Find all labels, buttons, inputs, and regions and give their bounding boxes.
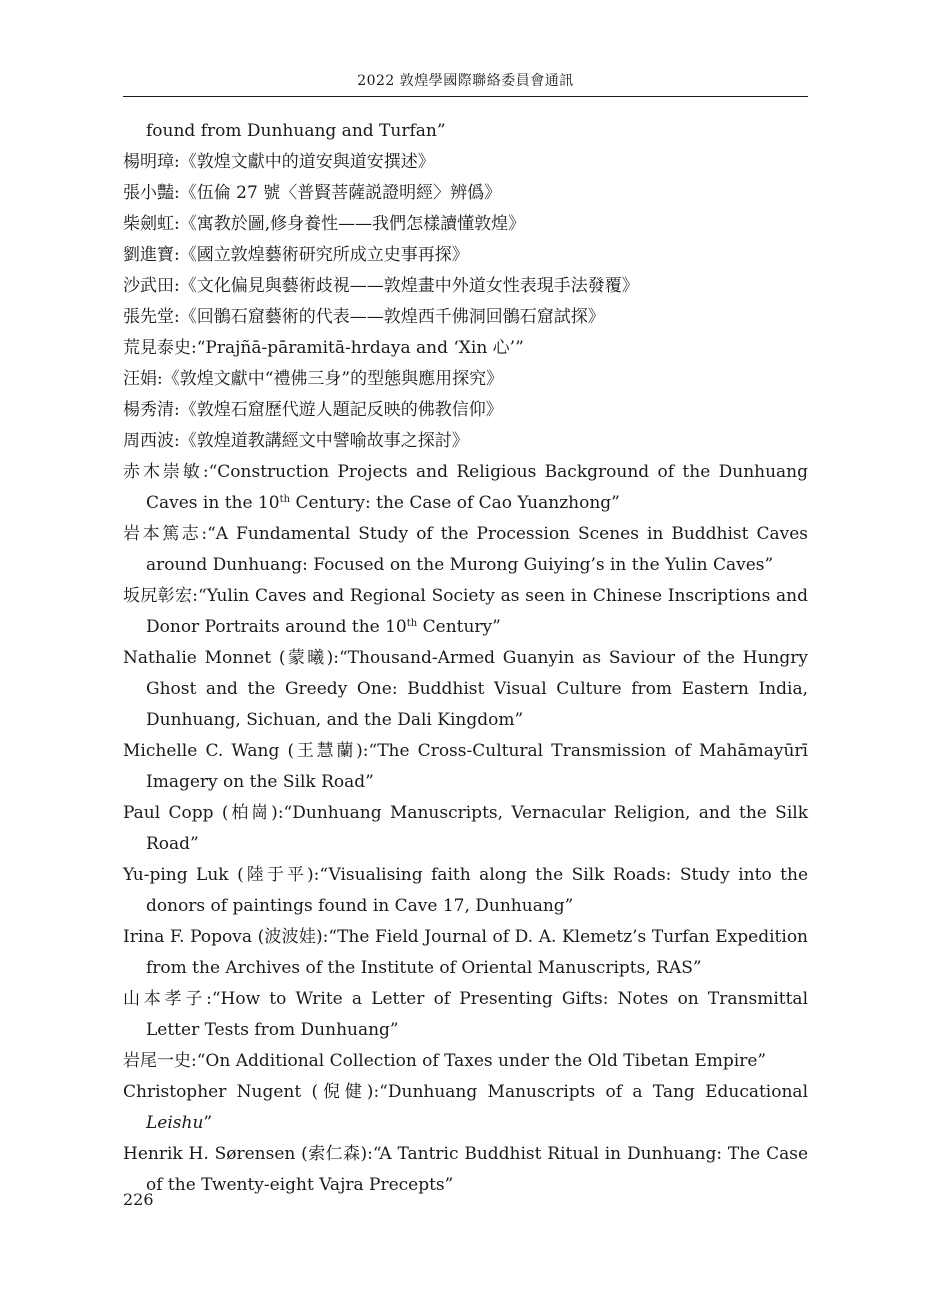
title-text: Century: the Case of Cao Yuanzhong” bbox=[290, 493, 620, 513]
list-item bbox=[123, 302, 808, 333]
list-item bbox=[123, 271, 808, 302]
entry-separator: : bbox=[174, 431, 180, 451]
entry-title: 《寓教於圖,修身養性——我們怎樣讀懂敦煌》 bbox=[179, 214, 526, 234]
entry-author: 周西波 bbox=[123, 431, 174, 451]
entry-title: “Dunhuang Manuscripts, Vernacular Religion, and the Silk Road” bbox=[146, 803, 808, 854]
title-text: ” bbox=[203, 1113, 213, 1133]
entry-separator: : bbox=[174, 245, 180, 265]
entry-separator: : bbox=[174, 152, 180, 172]
entry-author: 山本孝子 bbox=[123, 989, 207, 1009]
list-item bbox=[123, 333, 808, 364]
entry-separator: : bbox=[322, 927, 329, 947]
list-item bbox=[123, 457, 808, 519]
entry-author: Nathalie Monnet (蒙曦) bbox=[123, 648, 334, 668]
title-text: Century” bbox=[417, 617, 501, 637]
ordinal-superscript: th bbox=[279, 494, 291, 505]
entry-title: 《敦煌文獻中的道安與道安撰述》 bbox=[179, 152, 435, 172]
list-item bbox=[123, 519, 808, 581]
entry-separator: : bbox=[192, 586, 199, 606]
entry-separator: : bbox=[202, 462, 209, 482]
list-item bbox=[123, 364, 808, 395]
list-item bbox=[123, 643, 808, 736]
entry-title: 《文化偏見與藝術歧視——敦煌畫中外道女性表現手法發覆》 bbox=[179, 276, 639, 296]
entry-separator: : bbox=[206, 989, 212, 1009]
entry-title: 《敦煌道教講經文中譬喻故事之探討》 bbox=[179, 431, 469, 451]
entry-title: 《國立敦煌藝術研究所成立史事再探》 bbox=[179, 245, 469, 265]
entry-title: found from Dunhuang and Turfan” bbox=[146, 121, 446, 141]
ordinal-superscript: th bbox=[406, 618, 418, 629]
entry-separator: : bbox=[174, 307, 180, 327]
entry-author: 荒見泰史 bbox=[123, 338, 191, 358]
entry-author: 楊秀清 bbox=[123, 400, 174, 420]
list-item bbox=[123, 922, 808, 984]
entry-title: “The Cross-Cultural Transmission of Mahāmayūrī Imagery on the Silk Road” bbox=[146, 741, 808, 792]
list-item bbox=[123, 1139, 808, 1201]
entry-title: 《敦煌文獻中“禮佛三身”的型態與應用探究》 bbox=[162, 369, 504, 389]
entry-author: Michelle C. Wang (王慧蘭) bbox=[123, 741, 363, 761]
entry-author: 坂尻彰宏 bbox=[123, 586, 193, 606]
title-text: “Yulin Caves and Regional Society as seen in Chinese Inscriptions and Donor Portraits around the 10 bbox=[146, 586, 808, 637]
list-item bbox=[123, 798, 808, 860]
entry-separator: : bbox=[174, 400, 180, 420]
page-number: 226 bbox=[123, 1190, 154, 1209]
entry-separator: : bbox=[201, 524, 208, 544]
entry-separator: : bbox=[174, 276, 180, 296]
entry-author: 岩尾一史 bbox=[123, 1051, 191, 1071]
entry-author: 汪娟 bbox=[123, 369, 157, 389]
entry-author: 柴劍虹 bbox=[123, 214, 174, 234]
entry-author: 楊明璋 bbox=[123, 152, 174, 172]
list-item bbox=[123, 984, 808, 1046]
list-item bbox=[123, 240, 808, 271]
entry-title: “The Field Journal of D. A. Klemetz’s Turfan Expedition from the Archives of the Institute of Oriental Manuscripts, RAS” bbox=[146, 927, 808, 978]
entry-author: Christopher Nugent (倪健) bbox=[123, 1082, 374, 1102]
list-item bbox=[123, 1077, 808, 1139]
entry-title: “Visualising faith along the Silk Roads: Study into the donors of paintings found in Cave 17, Dunhuang” bbox=[146, 865, 809, 916]
entry-author: 赤木崇敏 bbox=[123, 462, 203, 482]
list-item bbox=[123, 581, 808, 643]
entry-title: “Prajñā-pāramitā-hrdaya and ‘Xin 心’” bbox=[196, 338, 524, 358]
entry-author: 劉進寶 bbox=[123, 245, 174, 265]
entry-author: 張先堂 bbox=[123, 307, 174, 327]
entry-author: Paul Copp (柏崗) bbox=[123, 803, 278, 823]
entry-separator: : bbox=[373, 1082, 380, 1102]
entry-author: 沙武田 bbox=[123, 276, 174, 296]
list-item bbox=[123, 395, 808, 426]
entry-title: “How to Write a Letter of Presenting Gifts: Notes on Transmittal Letter Tests from Dunhuang” bbox=[146, 989, 809, 1040]
entry-title: “A Tantric Buddhist Ritual in Dunhuang: The Case of the Twenty-eight Vajra Precepts” bbox=[146, 1144, 808, 1195]
bibliography-list bbox=[123, 116, 808, 1201]
entry-separator: : bbox=[191, 1051, 197, 1071]
title-text: “Dunhuang Manuscripts of a Tang Educational bbox=[379, 1082, 809, 1102]
entry-separator: : bbox=[333, 648, 339, 668]
entry-title: 《伍倫 27 號〈普賢菩薩説證明經〉辨僞》 bbox=[179, 183, 502, 203]
entry-author: 岩本篤志 bbox=[123, 524, 202, 544]
list-item bbox=[123, 426, 808, 457]
entry-author: Henrik H. Sørensen (索仁森) bbox=[123, 1144, 368, 1164]
entry-title bbox=[146, 586, 808, 637]
list-item bbox=[123, 116, 808, 147]
title-text: “Construction Projects and Religious Background of the Dunhuang Caves in the 10 bbox=[146, 462, 809, 513]
entry-separator: : bbox=[277, 803, 284, 823]
entry-separator: : bbox=[174, 214, 180, 234]
list-item bbox=[123, 209, 808, 240]
italic-term: Leishu bbox=[146, 1113, 204, 1133]
list-item bbox=[123, 736, 808, 798]
entry-separator: : bbox=[362, 741, 369, 761]
entry-title bbox=[146, 462, 808, 513]
entry-author: Yu-ping Luk (陸于平) bbox=[123, 865, 314, 885]
entry-title: “A Fundamental Study of the Procession Scenes in Buddhist Caves around Dunhuang: Focused on the Murong Guiying’s in the Yulin Caves” bbox=[146, 524, 808, 575]
entry-title: 《敦煌石窟歷代遊人題記反映的佛教信仰》 bbox=[179, 400, 503, 420]
entry-title: “On Additional Collection of Taxes under the Old Tibetan Empire” bbox=[196, 1051, 767, 1071]
entry-author: 張小豔 bbox=[123, 183, 174, 203]
entry-separator: : bbox=[157, 369, 163, 389]
list-item bbox=[123, 860, 808, 922]
entry-author: Irina F. Popova (波波娃) bbox=[123, 927, 323, 947]
entry-title: 《回鶻石窟藝術的代表——敦煌西千佛洞回鶻石窟試探》 bbox=[179, 307, 605, 327]
entry-separator: : bbox=[174, 183, 180, 203]
list-item bbox=[123, 178, 808, 209]
entry-separator: : bbox=[313, 865, 320, 885]
running-head: 2022 敦煌學國際聯絡委員會通訊 bbox=[357, 73, 574, 89]
entry-separator: : bbox=[191, 338, 197, 358]
list-item bbox=[123, 147, 808, 178]
list-item bbox=[123, 1046, 808, 1077]
header-rule bbox=[123, 96, 808, 97]
entry-title: “Thousand-Armed Guanyin as Saviour of the Hungry Ghost and the Greedy One: Buddhist Visual Culture from Eastern India, Dunhuang, Sichuan, and the Dali Kingdom” bbox=[146, 648, 808, 730]
entry-separator: : bbox=[367, 1144, 373, 1164]
